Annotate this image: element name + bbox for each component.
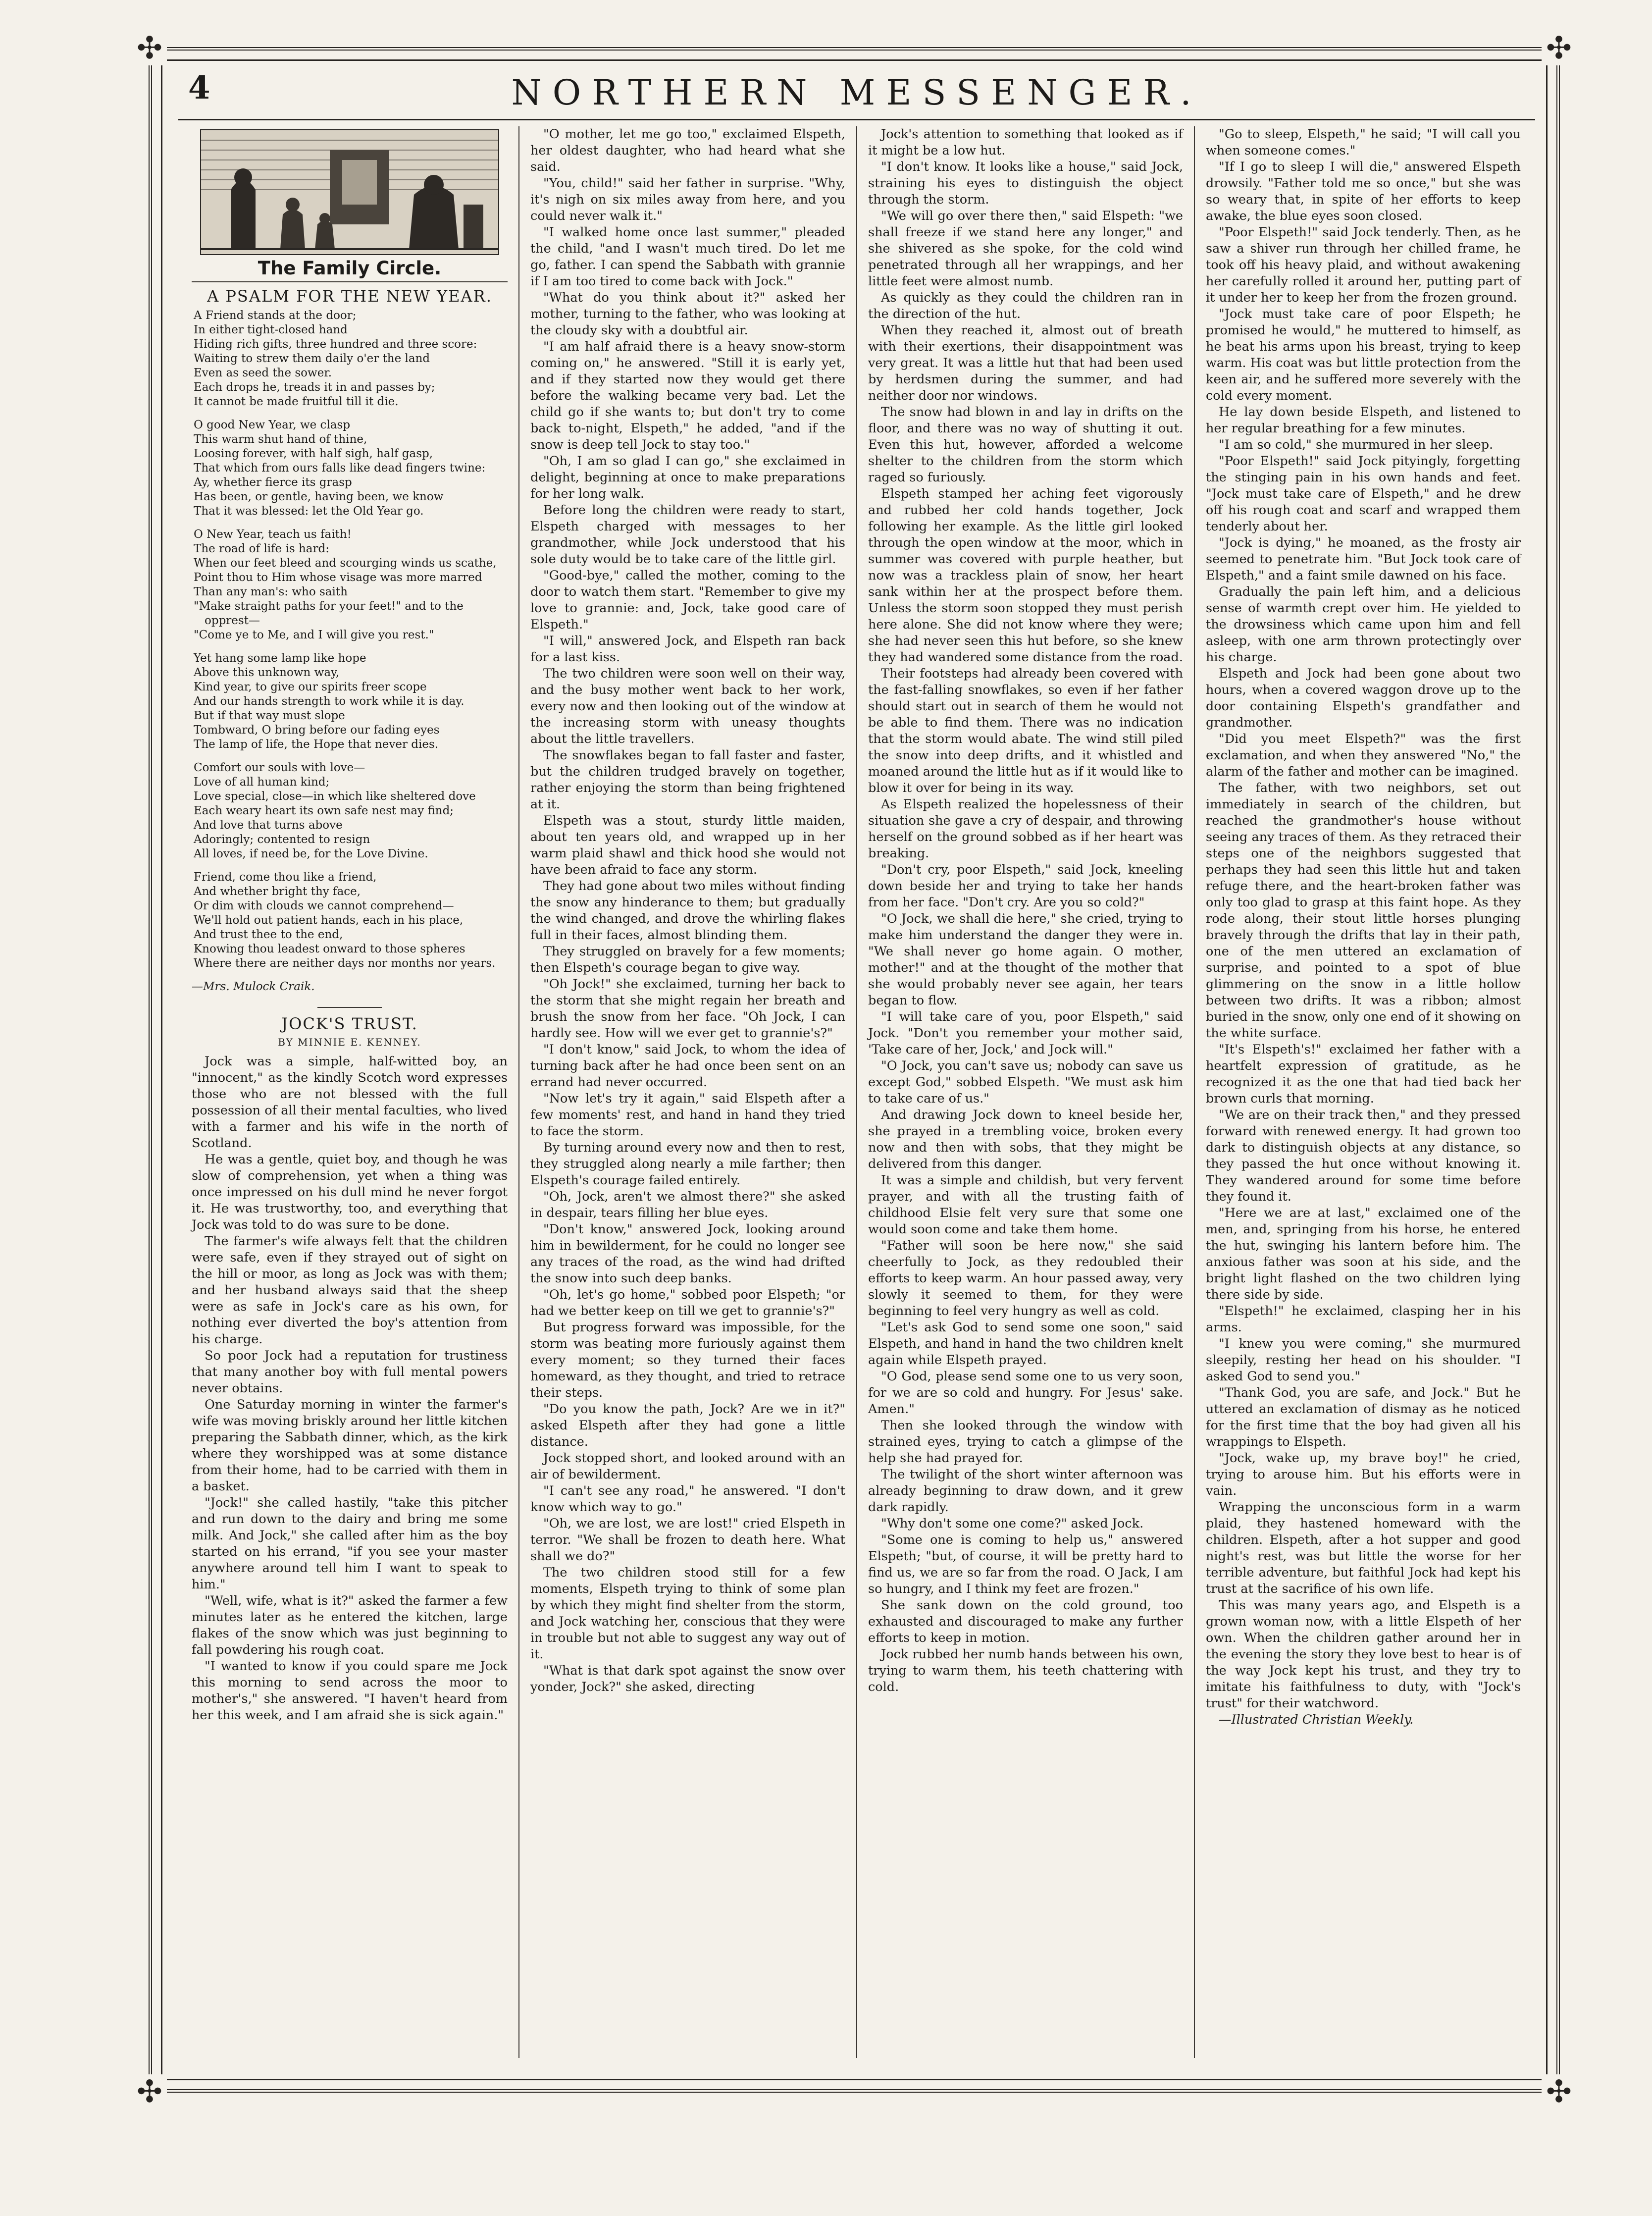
poem-line: "Make straight paths for your feet!" and to the opprest— [194, 600, 464, 627]
corner-ornament-icon: ✣ [1542, 2074, 1576, 2109]
story-paragraph: "I walked home once last summer," pleaded the child, "and I wasn't much tired. Do let me go, father. I can spend the Sabbath with grannie if I am too tired to come back with Jock." [530, 225, 845, 289]
story-paragraph: "I knew you were coming," she murmured sleepily, resting her head on his shoulder. "I asked God to send you." [1206, 1336, 1521, 1384]
story-paragraph: "What do you think about it?" asked her mother, turning to the father, who was looking at the cloudy sky with a doubtful air. [530, 290, 845, 338]
story-source [1206, 1712, 1521, 1728]
story-paragraph: Wrapping the unconscious form in a warm plaid, they hastened homeward with the children. Elspeth, after a hot supper and good night's rest, was but little the worse for her terrible adventure, but faithful Jock had kept his trust at the sacrifice of his own life. [1206, 1500, 1521, 1596]
story-paragraph: The two children were soon well on their way, and the busy mother went back to her work, every now and then looking out of the window at the increasing storm with uneasy thoughts about the little travellers. [530, 666, 845, 746]
story-paragraph: Their footsteps had already been covered with the fast-falling snowflakes, so even if her father should start out in search of them he would not be able to find them. There was no indication that the storm would abate. The wind still piled the snow into deep drifts, and it whistled and moaned around the little hut as if it would like to blow it over for being in its way. [868, 666, 1183, 795]
poem-line: O New Year, teach us faith! [194, 528, 352, 541]
poem-line: And our hands strength to work while it is day. [194, 695, 465, 708]
story-text [530, 126, 845, 1695]
story-paragraph: Gradually the pain left him, and a delicious sense of warmth crept over him. He yielded to the drowsiness which came upon him and fell asleep, with one arm thrown protectingly over his charge. [1206, 584, 1521, 665]
poem-line: Above this unknown way, [194, 666, 340, 679]
poem-stanza [192, 309, 508, 409]
corner-ornament-icon: ✣ [132, 31, 167, 65]
poem-line: Where there are neither days nor months nor years. [194, 957, 496, 970]
story-paragraph: She sank down on the cold ground, too exhausted and discouraged to make any further efforts to keep in motion. [868, 1598, 1183, 1645]
story-paragraph: "I am so cold," she murmured in her sleep. [1219, 437, 1494, 452]
story-paragraph: He lay down beside Elspeth, and listened to her regular breathing for a few minutes. [1206, 405, 1521, 436]
poem-line: And trust thee to the end, [194, 928, 343, 941]
story-paragraph: The snowflakes began to fall faster and faster, but the children trudged bravely on together, rather enjoying the storm than being frightened at it. [530, 748, 845, 812]
corner-ornament-icon: ✣ [1542, 31, 1576, 65]
poem-line: When our feet bleed and scourging winds us scathe, [194, 557, 497, 570]
story-paragraph: "Oh, let's go home," sobbed poor Elspeth; "or had we better keep on till we get to grannie's?" [530, 1287, 845, 1319]
poem-stanza [192, 418, 508, 519]
masthead [178, 69, 1535, 119]
story-paragraph: When they reached it, almost out of breath with their exertions, their disappointment was very great. It was a little hut that had been used by herdsmen during the summer, and had neither door nor windows. [868, 323, 1183, 403]
poem-stanza [192, 761, 508, 861]
story-title: JOCK'S TRUST. [281, 1014, 418, 1033]
poem-stanza [192, 870, 508, 971]
poem-line: Hiding rich gifts, three hundred and three score: [194, 338, 477, 351]
story-paragraph: "I will," answered Jock, and Elspeth ran back for a last kiss. [530, 633, 845, 665]
article-columns [181, 126, 1533, 2058]
poem-line: A Friend stands at the door; [194, 309, 357, 322]
poem-line: We'll hold out patient hands, each in his place, [194, 914, 464, 927]
poem-stanza [192, 651, 508, 752]
story-paragraph: "Poor Elspeth!" said Jock pityingly, forgetting the stinging pain in his own hands and feet. "Jock must take care of Elspeth," and he drew off his rough coat and scarf and wrapped them tenderly about her. [1206, 454, 1521, 534]
poem-line: Love of all human kind; [194, 776, 330, 789]
poem-line: Adoringly; contented to resign [194, 833, 370, 846]
story-paragraph: Elspeth was a stout, sturdy little maiden, about ten years old, and wrapped up in her warm plaid shawl and thick hood she would not have been afraid to face any storm. [530, 813, 845, 877]
story-paragraph: "Thank God, you are safe, and Jock." But he uttered an exclamation of dismay as he noticed for the first time that the boy had given all his wrappings to Elspeth. [1206, 1385, 1521, 1449]
story-paragraph: As Elspeth realized the hopelessness of their situation she gave a cry of despair, and throwing herself on the ground sobbed as if her heart was breaking. [868, 797, 1183, 861]
story-paragraph: "I don't know," said Jock, to whom the idea of turning back after he had once been sent on an errand had never occurred. [530, 1042, 845, 1090]
poem-line: And love that turns above [194, 819, 343, 832]
poem-line: Point thou to Him whose visage was more marred [194, 571, 482, 584]
story-paragraph: "Why don't some one come?" asked Jock. [881, 1516, 1144, 1531]
poem-stanza [192, 528, 508, 642]
story-paragraph: "Now let's try it again," said Elspeth after a few moments' rest, and hand in hand they tried to face the storm. [530, 1091, 845, 1139]
story-source-text: —Illustrated Christian Weekly. [1219, 1712, 1414, 1727]
story-paragraph: The two children stood still for a few moments, Elspeth trying to think of some plan by which they might find shelter from the storm, and Jock watching her, conscious that they were in trouble but not able to suggest any way out of it. [530, 1565, 845, 1662]
story-paragraph: "O Jock, you can't save us; nobody can save us except God," sobbed Elspeth. "We must ask him to take care of us." [868, 1058, 1183, 1106]
story-byline: BY MINNIE E. KENNEY. [278, 1036, 421, 1048]
poem-line: And whether bright thy face, [194, 885, 361, 898]
poem-line: In either tight-closed hand [194, 323, 348, 336]
story-paragraph: "I am half afraid there is a heavy snow-storm coming on," he answered. "Still it is early yet, and if they started now they would get there before the walking became very bad. Let the child go if she wants to; but don't try to come back to-night, Elspeth," he added, "and if the snow is deep tell Jock to stay too." [530, 339, 845, 452]
poem-line: It cannot be made fruitful till it die. [194, 395, 399, 408]
poem-line: All loves, if need be, for the Love Divine. [194, 847, 428, 860]
story-paragraph: "Jock must take care of poor Elspeth; he promised he would," he muttered to himself, as he beat his arms upon his breast, trying to keep warm. His coat was but little protection from the keen air, and he suffered more severely with the cold every moment. [1206, 307, 1521, 403]
story-paragraph: The farmer's wife always felt that the children were safe, even if they strayed out of sight on the hill or moor, as long as Jock was with them; and her husband always said that the sheep were as safe in Jock's care as his own, for nothing ever diverted the boy's attention from his charge. [192, 1234, 508, 1347]
column-3 [856, 126, 1194, 2058]
story-paragraph: "You, child!" said her father in surprise. "Why, it's nigh on six miles away from here, and you could never walk it." [530, 176, 845, 223]
story-paragraph: "I will take care of you, poor Elspeth," said Jock. "Don't you remember your mother said, 'Take care of her, Jock,' and Jock will." [868, 1009, 1183, 1057]
poem-line: Than any man's: who saith [194, 585, 348, 598]
poem-attribution: —Mrs. Mulock Craik. [192, 980, 315, 993]
story-paragraph: "It's Elspeth's!" exclaimed her father with a heartfelt expression of gratitude, as he recognized it as the one that had tied back her brown curls that morning. [1206, 1042, 1521, 1106]
poem-line: The road of life is hard: [194, 542, 329, 555]
story-paragraph: "Oh, I am so glad I can go," she exclaimed in delight, beginning at once to make preparations for her long walk. [530, 454, 845, 501]
story-paragraph: "Poor Elspeth!" said Jock tenderly. Then, as he saw a shiver run through her chilled frame, he took off his heavy plaid, and without awakening her carefully rolled it around her, putting part of it under her to keep her from the frozen ground. [1206, 225, 1521, 305]
story-paragraph: "We will go over there then," said Elspeth: "we shall freeze if we stand here any longer," and she shivered as she spoke, for the cold wind penetrated through all her wrappings, and her little feet were almost numb. [868, 209, 1183, 289]
poem-body [192, 309, 508, 971]
poem-line: Yet hang some lamp like hope [194, 652, 366, 665]
poem-line: Even as seed the sower. [194, 367, 332, 379]
poem-line: Or dim with clouds we cannot comprehend— [194, 899, 454, 912]
poem-line: The lamp of life, the Hope that never dies. [194, 738, 439, 751]
story-paragraph: "Jock is dying," he moaned, as the frosty air seemed to penetrate him. "But Jock took care of Elspeth," and a faint smile dawned on his face. [1206, 535, 1521, 583]
story-paragraph: "Don't know," answered Jock, looking around him in bewilderment, for he could no longer see any traces of the road, as the wind had drifted the snow into such deep banks. [530, 1222, 845, 1286]
poem-line: Comfort our souls with love— [194, 761, 365, 774]
story-paragraph: The twilight of the short winter afternoon was already beginning to draw down, and it grew dark rapidly. [868, 1467, 1183, 1515]
story-paragraph: As quickly as they could the children ran in the direction of the hut. [868, 290, 1183, 321]
poem-line: But if that way must slope [194, 709, 345, 722]
story-paragraph: "Go to sleep, Elspeth," he said; "I will call you when someone comes." [1206, 127, 1521, 158]
column-2 [518, 126, 856, 2058]
story-paragraph: So poor Jock had a reputation for trustiness that many another boy with full mental powers never obtains. [192, 1348, 508, 1396]
story-paragraph: It was a simple and childish, but very fervent prayer, and with all the trusting faith of childhood Elsie felt very sure that some one would soon come and take them home. [868, 1173, 1183, 1237]
story-paragraph: One Saturday morning in winter the farmer's wife was moving briskly around her little kitchen preparing the Sabbath dinner, which, as the kirk where they worshipped was at some distance from their home, had to be carried with them in a basket. [192, 1397, 508, 1494]
story-paragraph: "I don't know. It looks like a house," said Jock, straining his eyes to distinguish the object through the storm. [868, 159, 1183, 207]
story-text [868, 126, 1183, 1695]
story-paragraph: Jock rubbed her numb hands between his own, trying to warm them, his teeth chattering with cold. [868, 1647, 1183, 1694]
column-4 [1194, 126, 1532, 2058]
section-rule [192, 281, 508, 282]
newspaper-title: NORTHERN MESSENGER. [511, 72, 1202, 113]
story-paragraph: Then she looked through the window with strained eyes, trying to catch a glimpse of the help she had prayed for. [868, 1418, 1183, 1466]
story-paragraph: "Don't cry, poor Elspeth," said Jock, kneeling down beside her and trying to take her hands from her face. "Don't cry. Are you so cold?" [868, 862, 1183, 910]
poem-line: This warm shut hand of thine, [194, 433, 367, 446]
story-paragraph: "What is that dark spot against the snow over yonder, Jock?" she asked, directing [530, 1663, 845, 1694]
poem-line: O good New Year, we clasp [194, 419, 351, 431]
story-paragraph: This was many years ago, and Elspeth is a grown woman now, with a little Elspeth of her own. When the children gather around her in the evening the story they love best to hear is of the way Jock kept his trust, and they try to imitate his faithfulness to duty, with "Jock's trust" for their watchword. [1206, 1598, 1521, 1711]
poem-line: Loosing forever, with half sigh, half gasp, [194, 447, 433, 460]
story-paragraph: "Oh, Jock, aren't we almost there?" she asked in despair, tears filling her blue eyes. [530, 1189, 845, 1220]
story-paragraph: "Father will soon be here now," she said cheerfully to Jock, as they redoubled their efforts to keep warm. An hour passed away, very slowly it seemed to them, for they were beginning to feel very hungry as well as cold. [868, 1238, 1183, 1319]
story-paragraph: "Some one is coming to help us," answered Elspeth; "but, of course, it will be pretty hard to find us, we are so far from the road. O Jack, I am so hungry, and I think my feet are frozen." [868, 1532, 1183, 1596]
section-rule [317, 1007, 382, 1008]
story-paragraph: And drawing Jock down to kneel beside her, she prayed in a trembling voice, broken every now and then with sobs, that they might be delivered from this danger. [868, 1108, 1183, 1171]
story-paragraph: Jock's attention to something that looked as if it might be a low hut. [868, 127, 1183, 158]
story-paragraph: "Oh Jock!" she exclaimed, turning her back to the storm that she might regain her breath and brush the snow from her face. "Oh Jock, I can hardly see. How will we ever get to grannie's?" [530, 977, 845, 1041]
story-paragraph: "Good-bye," called the mother, coming to the door to watch them start. "Remember to give my love to grannie: and, Jock, take good care of Elspeth." [530, 568, 845, 632]
story-paragraph: "Elspeth!" he exclaimed, clasping her in his arms. [1206, 1304, 1521, 1335]
story-paragraph: Elspeth stamped her aching feet vigorously and rubbed her cold hands together, Jock following her example. As the little girl looked through the open window at the moor, which in summer was covered with purple heather, but now was a trackless plain of snow, her heart sank within her at the prospect before them. Unless the storm soon stopped they must perish here alone. She did not know where they were; she had never seen this hut before, so she knew they had wandered some distance from the road. [868, 486, 1183, 665]
poem-line: Friend, come thou like a friend, [194, 871, 377, 884]
story-paragraph: Before long the children were ready to start, Elspeth charged with messages to her grandmother, while Jock understood that his sole duty would be to take care of the little girl. [530, 503, 845, 567]
story-paragraph: "Well, wife, what is it?" asked the farmer a few minutes later as he entered the kitchen, large flakes of the snow which was just beginning to fall powdering his rough coat. [192, 1593, 508, 1657]
story-paragraph: "Jock!" she called hastily, "take this pitcher and run down to the dairy and bring me some milk. And Jock," she called after him as the boy started on his errand, "if you see your master anywhere around tell him I want to speak to him." [192, 1495, 508, 1592]
story-paragraph: "I can't see any road," he answered. "I don't know which way to go." [530, 1483, 845, 1515]
story-paragraph: "Here we are at last," exclaimed one of the men, and, springing from his horse, he entered the hut, swinging his lantern before him. The anxious father was soon at his side, and the bright light flashed on the two children lying there side by side. [1206, 1206, 1521, 1302]
family-circle-engraving [200, 129, 499, 255]
story-paragraph: "O God, please send some one to us very soon, for we are so cold and hungry. For Jesus' sake. Amen." [868, 1369, 1183, 1417]
story-paragraph: "Do you know the path, Jock? Are we in it?" asked Elspeth after they had gone a little distance. [530, 1402, 845, 1449]
poem-line: Tombward, O bring before our fading eyes [194, 724, 440, 737]
poem-line: That it was blessed: let the Old Year go. [194, 505, 424, 518]
poem-line: Each weary heart its own safe nest may find; [194, 804, 454, 817]
poem-line: Kind year, to give our spirits freer scope [194, 681, 427, 693]
story-paragraph: "Did you meet Elspeth?" was the first exclamation, and when they answered "No," the alarm of the father and mother can be imagined. [1206, 732, 1521, 779]
story-paragraph: "O Jock, we shall die here," she cried, trying to make him understand the danger they were in. "We shall never go home again. O mother, mother!" and at the thought of the mother that she would probably never see again, her tears began to flow. [868, 911, 1183, 1008]
story-paragraph: The father, with two neighbors, set out immediately in search of the children, but reached the grandmother's house without seeing any traces of them. As they retraced their steps one of the neighbors suggested that perhaps they had seen this little hut and taken refuge there, and the heart-broken father was only too glad to grasp at this faint hope. As they rode along, their stout little horses plunging bravely through the drifts that lay in their path, one of the men uttered an exclamation of surprise, and pointed to a spot of blue glimmering on the snow in a little hollow between two drifts. It was a ribbon; almost buried in the snow, only one end of it showing on the white surface. [1206, 781, 1521, 1041]
poem-line: That which from ours falls like dead fingers twine: [194, 462, 486, 475]
story-paragraph: "Jock, wake up, my brave boy!" he cried, trying to arouse him. But his efforts were in vain. [1206, 1451, 1521, 1498]
poem-line: Knowing thou leadest onward to those spheres [194, 943, 465, 955]
story-paragraph: Elspeth and Jock had been gone about two hours, when a covered waggon drove up to the door containing Elspeth's grandfather and grandmother. [1206, 666, 1521, 730]
poem-line: Each drops he, treads it in and passes by; [194, 381, 435, 394]
story-paragraph: The snow had blown in and lay in drifts on the floor, and there was no way of shutting it out. Even this hut, however, afforded a welcome shelter to the children from the storm which raged so furiously. [868, 405, 1183, 485]
department-title: The Family Circle. [258, 258, 442, 279]
story-paragraph: "Let's ask God to send some one soon," said Elspeth, and hand in hand the two children knelt again while Elspeth prayed. [868, 1320, 1183, 1368]
page-number: 4 [188, 69, 210, 106]
story-paragraph: They had gone about two miles without finding the snow any hinderance to them; but gradually the wind changed, and drove the whirling flakes full in their faces, almost blinding them. [530, 879, 845, 943]
story-paragraph: "I wanted to know if you could spare me Jock this morning to send across the moor to mother's," she answered. "I haven't heard from her this week, and I am afraid she is sick again." [192, 1659, 508, 1723]
story-paragraph: By turning around every now and then to rest, they struggled along nearly a mile farther; then Elspeth's courage failed entirely. [530, 1140, 845, 1188]
story-paragraph: But progress forward was impossible, for the storm was beating more furiously against them every moment; so they turned their faces homeward, as they thought, and tried to retrace their steps. [530, 1320, 845, 1400]
poem-line: "Come ye to Me, and I will give you rest." [194, 629, 434, 641]
masthead-rule [178, 119, 1535, 120]
story-paragraph: They struggled on bravely for a few moments; then Elspeth's courage began to give way. [530, 944, 845, 975]
story-text [1206, 126, 1521, 1712]
poem-line: Waiting to strew them daily o'er the land [194, 352, 430, 365]
story-paragraph: "If I go to sleep I will die," answered Elspeth drowsily. "Father told me so once," but she was so weary that, in spite of her efforts to keep awake, the blue eyes soon closed. [1206, 159, 1521, 223]
story-paragraph: He was a gentle, quiet boy, and though he was slow of comprehension, yet when a thing was once impressed on his dull mind he never forgot it. He was trustworthy, too, and everything that Jock was told to do was sure to be done. [192, 1152, 508, 1232]
story-text [192, 1054, 508, 1724]
story-paragraph: "O mother, let me go too," exclaimed Elspeth, her oldest daughter, who had heard what she said. [530, 127, 845, 174]
story-paragraph: Jock stopped short, and looked around with an air of bewilderment. [530, 1451, 845, 1482]
story-paragraph: Jock was a simple, half-witted boy, an "innocent," as the kindly Scotch word expresses those who are not blessed with the full possession of all their mental faculties, who lived with a farmer and his wife in the north of Scotland. [192, 1054, 508, 1151]
poem-line: Ay, whether fierce its grasp [194, 476, 352, 489]
poem-line: Love special, close—in which like sheltered dove [194, 790, 476, 803]
story-paragraph: "Oh, we are lost, we are lost!" cried Elspeth in terror. "We shall be frozen to death here. What shall we do?" [530, 1516, 845, 1564]
corner-ornament-icon: ✣ [132, 2074, 167, 2109]
poem-title: A PSALM FOR THE NEW YEAR. [207, 287, 492, 306]
poem-line: Has been, or gentle, having been, we know [194, 490, 444, 503]
column-1 [181, 126, 518, 2058]
story-paragraph: "We are on their track then," and they pressed forward with renewed energy. It had grown too dark to distinguish objects at any distance, so they passed the hut once without knowing it. They wandered around for some time before they found it. [1206, 1108, 1521, 1204]
